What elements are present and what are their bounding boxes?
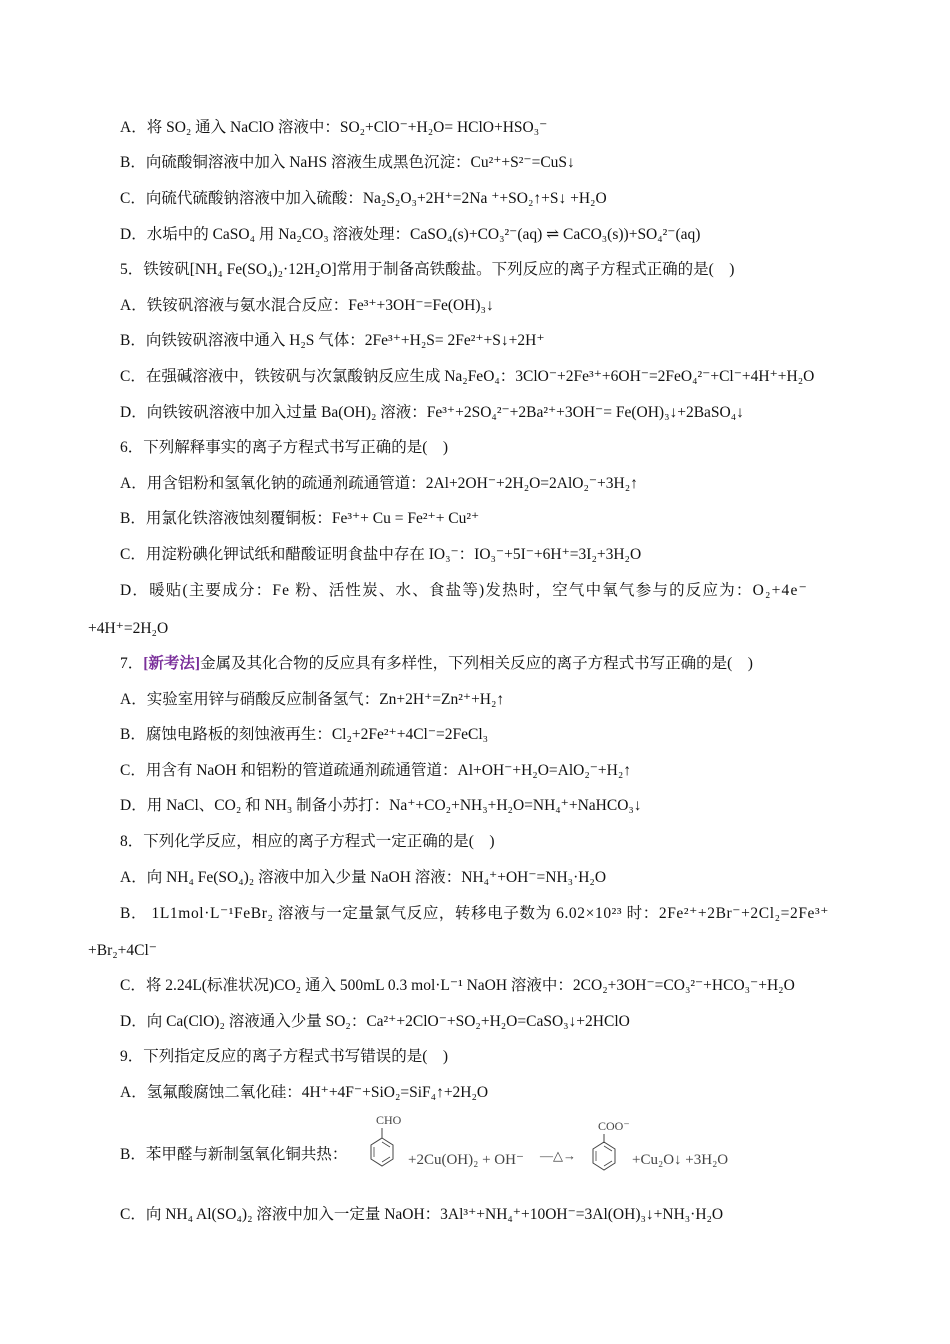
cho-label: CHO [376, 1113, 402, 1127]
q7-option-b: B．腐蚀电路板的刻蚀液再生：Cl₂+2Fe²⁺+4Cl⁻=2FeCl₃ [120, 726, 489, 743]
question-5-stem: 5．铁铵矾[NH₄ Fe(SO₄)₂·12H₂O]常用于制备高铁酸盐。下列反应的离子方程式正确的是( ) [120, 261, 735, 278]
question-6-stem: 6．下列解释事实的离子方程式书写正确的是( ) [120, 439, 449, 456]
q4-option-b: B．向硫酸铜溶液中加入 NaHS 溶液生成黑色沉淀：Cu²⁺+S²⁻=CuS↓ [120, 154, 575, 171]
heat-arrow: —△→ [540, 1148, 576, 1163]
q4-option-c: C．向硫代硫酸钠溶液中加入硫酸：Na₂S₂O₃+2H⁺=2Na ⁺+SO₂↑+S↓ +H₂O [120, 190, 607, 207]
question-9-stem: 9．下列指定反应的离子方程式书写错误的是( ) [120, 1048, 449, 1065]
q7-option-d: D．用 NaCl、CO₂ 和 NH₃ 制备小苏打：Na⁺+CO₂+NH₃+H₂O=NH₄⁺+NaHCO₃↓ [120, 797, 642, 814]
q5-option-a: A．铁铵矾溶液与氨水混合反应：Fe³⁺+3OH⁻=Fe(OH)₃↓ [120, 297, 494, 314]
q6-option-b: B．用氯化铁溶液蚀刻覆铜板：Fe³⁺+ Cu = Fe²⁺+ Cu²⁺ [120, 510, 480, 527]
question-7-text: 金属及其化合物的反应具有多样性，下列相关反应的离子方程式书写正确的是( ) [200, 655, 753, 672]
q5-option-c: C．在强碱溶液中，铁铵矾与次氯酸钠反应生成 Na₂FeO₄：3ClO⁻+2Fe³⁺+6OH⁻=2FeO₄²⁻+Cl⁻+4H⁺+H₂O [120, 368, 815, 385]
q8-option-a: A．向 NH₄ Fe(SO₄)₂ 溶液中加入少量 NaOH 溶液：NH₄⁺+OH⁻=NH₃·H₂O [120, 869, 607, 886]
q6-option-d-continued: +4H⁺=2H₂O [88, 620, 169, 637]
question-8-stem: 8．下列化学反应，相应的离子方程式一定正确的是( ) [120, 833, 495, 850]
q4-option-a: A．将 SO₂ 通入 NaClO 溶液中：SO₂+ClO⁻+H₂O= HClO+HSO₃⁻ [120, 119, 548, 136]
benzaldehyde-structure [371, 1113, 402, 1166]
coo-label: COO⁻ [598, 1119, 630, 1133]
q4-option-d: D．水垢中的 CaSO₄ 用 Na₂CO₃ 溶液处理：CaSO₄(s)+CO₃²⁻(aq) ⇌ CaCO₃(s))+SO₄²⁻(aq) [120, 226, 701, 243]
product-text: +Cu₂O↓ +3H₂O [632, 1152, 729, 1168]
q9-option-c: C．向 NH₄ Al(SO₄)₂ 溶液中加入一定量 NaOH：3Al³⁺+NH₄⁺+10OH⁻=3Al(OH)₃↓+NH₃·H₂O [120, 1206, 724, 1223]
benzaldehyde-reaction-scheme [360, 1108, 780, 1178]
q6-option-d: D．暖贴(主要成分：Fe 粉、活性炭、水、食盐等)发热时，空气中氧气参与的反应为：O₂+4e⁻ [120, 582, 808, 599]
q8-option-d: D．向 Ca(ClO)₂ 溶液通入少量 SO₂：Ca²⁺+2ClO⁻+SO₂+H₂O=CaSO₃↓+2HClO [120, 1013, 630, 1030]
q7-option-a: A．实验室用锌与硝酸反应制备氢气：Zn+2H⁺=Zn²⁺+H₂↑ [120, 691, 505, 708]
q6-option-c: C．用淀粉碘化钾试纸和醋酸证明食盐中存在 IO₃⁻：IO₃⁻+5I⁻+6H⁺=3I₂+3H₂O [120, 546, 642, 563]
q8-option-b-continued: +Br₂+4Cl⁻ [88, 942, 157, 959]
q7-option-c: C．用含有 NaOH 和铝粉的管道疏通剂疏通管道：Al+OH⁻+H₂O=AlO₂⁻+H₂↑ [120, 762, 632, 779]
question-7-number: 7． [120, 655, 144, 672]
benzoate-structure [593, 1119, 630, 1170]
q8-option-c: C．将 2.24L(标准状况)CO₂ 通入 500mL 0.3 mol·L⁻¹ NaOH 溶液中：2CO₂+3OH⁻=CO₃²⁻+HCO₃⁻+H₂O [120, 977, 795, 994]
q8-option-b: B． 1L1mol·L⁻¹FeBr₂ 溶液与一定量氯气反应，转移电子数为 6.02×10²³ 时：2Fe²⁺+2Br⁻+2Cl₂=2Fe³⁺ [120, 905, 830, 922]
new-exam-method-tag: [新考法] [143, 655, 201, 672]
question-7-stem [120, 654, 753, 674]
q6-option-a: A．用含铝粉和氢氧化钠的疏通剂疏通管道：2Al+2OH⁻+2H₂O=2AlO₂⁻+3H₂↑ [120, 475, 638, 492]
q5-option-b: B．向铁铵矾溶液中通入 H₂S 气体：2Fe³⁺+H₂S= 2Fe²⁺+S↓+2H⁺ [120, 332, 545, 349]
q9-option-b: B．苯甲醛与新制氢氧化铜共热： [120, 1146, 348, 1163]
reactant-text: +2Cu(OH)₂ + OH⁻ [408, 1152, 524, 1168]
q5-option-d: D．向铁铵矾溶液中加入过量 Ba(OH)₂ 溶液：Fe³⁺+2SO₄²⁻+2Ba²⁺+3OH⁻= Fe(OH)₃↓+2BaSO₄↓ [120, 404, 744, 421]
q9-option-a: A．氢氟酸腐蚀二氧化硅：4H⁺+4F⁻+SiO₂=SiF₄↑+2H₂O [120, 1084, 489, 1101]
